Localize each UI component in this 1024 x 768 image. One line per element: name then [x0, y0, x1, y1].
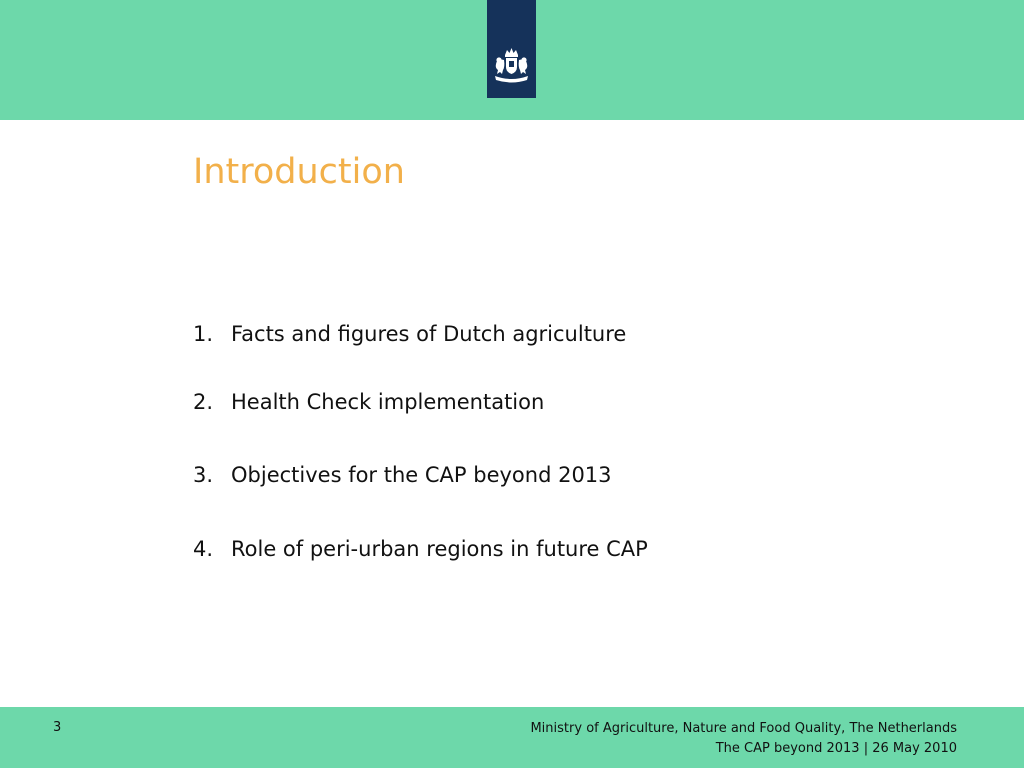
agenda-item-text: Role of peri-urban regions in future CAP: [231, 537, 648, 561]
footer-band: [0, 707, 1024, 768]
agenda-item: [193, 535, 648, 563]
agenda-item-number: 1.: [193, 322, 214, 346]
agenda-item: [193, 461, 612, 489]
footer-presentation-info: The CAP beyond 2013 | 26 May 2010: [715, 741, 957, 756]
agenda-item-text: Health Check implementation: [231, 390, 545, 414]
agenda-item: [193, 320, 626, 348]
page-number: 3: [53, 720, 62, 735]
agenda-item-text: Objectives for the CAP beyond 2013: [231, 463, 612, 487]
government-logo: [487, 0, 536, 98]
footer-organization: Ministry of Agriculture, Nature and Food Quality, The Netherlands: [530, 721, 957, 736]
footer-text: [530, 719, 957, 759]
header-band: [0, 0, 1024, 120]
agenda-item: [193, 388, 544, 416]
agenda-item-number: 3.: [193, 463, 214, 487]
agenda-item-text: Facts and figures of Dutch agriculture: [231, 322, 627, 346]
agenda-item-number: 2.: [193, 390, 214, 414]
agenda-item-number: 4.: [193, 537, 214, 561]
slide-title: Introduction: [193, 152, 405, 192]
dutch-royal-coat-of-arms-icon: [490, 46, 533, 86]
